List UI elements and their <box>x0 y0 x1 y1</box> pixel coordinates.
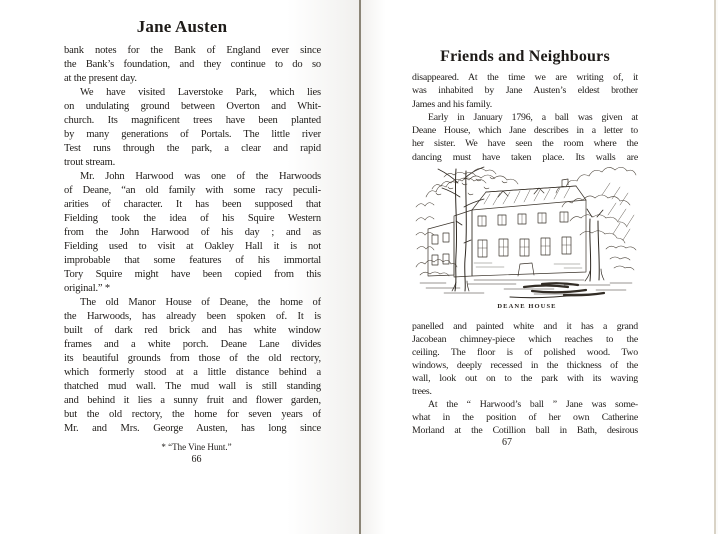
text-line: ceiling. The floor is of polished wood. Two <box>412 347 638 358</box>
text-line: Mr. John Harwood was one of the Harwoods <box>80 171 321 182</box>
text-line: built of dark red brick and has white window <box>64 325 321 336</box>
left-page-number: 66 <box>191 454 202 465</box>
text-line: her sister. We have seen the room where the <box>412 138 638 150</box>
text-line: wall, look out on to the park with its waving <box>412 373 638 384</box>
text-line: arities of character. It has been supposed that <box>64 199 321 210</box>
text-line: trees. <box>412 386 432 397</box>
page-gutter-line <box>359 0 361 534</box>
text-line: of Deane, “an old family with some racy peculi- <box>64 185 321 196</box>
text-line: bank notes for the Bank of England ever since <box>64 45 321 56</box>
text-line: panelled and painted white and it has a grand <box>412 321 638 332</box>
text-line: but the old rectory, the home for seven years of <box>64 409 321 420</box>
text-line: Deane House, which Jane describes in a letter to <box>412 125 638 137</box>
left-page-footnote: * “The Vine Hunt.” <box>161 442 232 452</box>
left-page-body <box>64 44 321 436</box>
deane-house-illustration <box>414 163 638 301</box>
right-page-body-bottom <box>412 320 638 437</box>
text-line: Test runs through the park, a clear and rapid <box>64 143 321 154</box>
text-line: Fielding took the idea of his Squire Western <box>64 213 321 224</box>
right-page-number: 67 <box>502 437 512 448</box>
text-line: which formerly stood at a little distance behind a <box>64 367 321 378</box>
text-line: James and his family. <box>412 98 493 110</box>
text-line: Jacobean chimney-piece which reaches to the <box>412 334 638 345</box>
text-line: Fielding used to visit at Oakley Hall it is not <box>64 241 321 252</box>
text-line: disappeared. At the time we are writing of, it <box>412 72 638 83</box>
illustration-caption: DEANE HOUSE <box>497 303 557 310</box>
text-line: church. Its magnificent trees have been planted <box>64 115 321 126</box>
text-line: windows, deeply recessed in the thickness of the <box>412 360 638 371</box>
text-line: by many generations of Portals. The little river <box>64 129 321 140</box>
left-page-header: Jane Austen <box>136 17 228 36</box>
text-line: We have visited Laverstoke Park, which lies <box>80 87 321 98</box>
text-line: the Harwoods, has already been spoken of. It is <box>64 311 321 322</box>
right-page-body-top <box>412 71 638 164</box>
text-line: Tory Squire might have been copied from this <box>64 269 321 280</box>
text-line: At the “ Harwood’s ball ” Jane was some- <box>428 399 638 410</box>
text-line: thatched mud wall. The mud wall is still standing <box>64 381 321 392</box>
text-line: original.” * <box>64 283 111 294</box>
text-line: trout stream. <box>64 157 116 168</box>
text-line: its beautiful grounds from those of the old rectory, <box>64 353 321 364</box>
text-line: Early in January 1796, a ball was given at <box>428 111 638 123</box>
text-line: at the present day. <box>64 73 137 84</box>
text-line: and behind it lies a sunny fruit and flower garden, <box>64 395 321 406</box>
text-line: improbable that some features of his immortal <box>64 255 321 266</box>
text-line: Mr. and Mrs. George Austen, has long since <box>64 423 321 434</box>
right-page-header: Friends and Neighbours <box>440 48 610 65</box>
text-line: from the John Harwood of his day ; and as <box>64 227 321 238</box>
text-line: frames and a white porch. Deane Lane divides <box>64 339 321 350</box>
text-line: dancing must have taken place. Its walls are <box>412 151 638 163</box>
text-line: what in the position of her own Catherine <box>412 412 638 423</box>
text-line: the Bank’s foundation, and they continue to do so <box>64 59 321 70</box>
text-line: The old Manor House of Deane, the home of <box>80 297 321 308</box>
deane-house-sketch <box>414 163 638 301</box>
text-line: on undulating ground between Overton and Whit- <box>64 101 321 112</box>
text-line: was inhabited by Jane Austen’s eldest brother <box>412 85 638 97</box>
text-line: Morland at the Cotillion ball in Bath, desirous <box>412 425 638 436</box>
